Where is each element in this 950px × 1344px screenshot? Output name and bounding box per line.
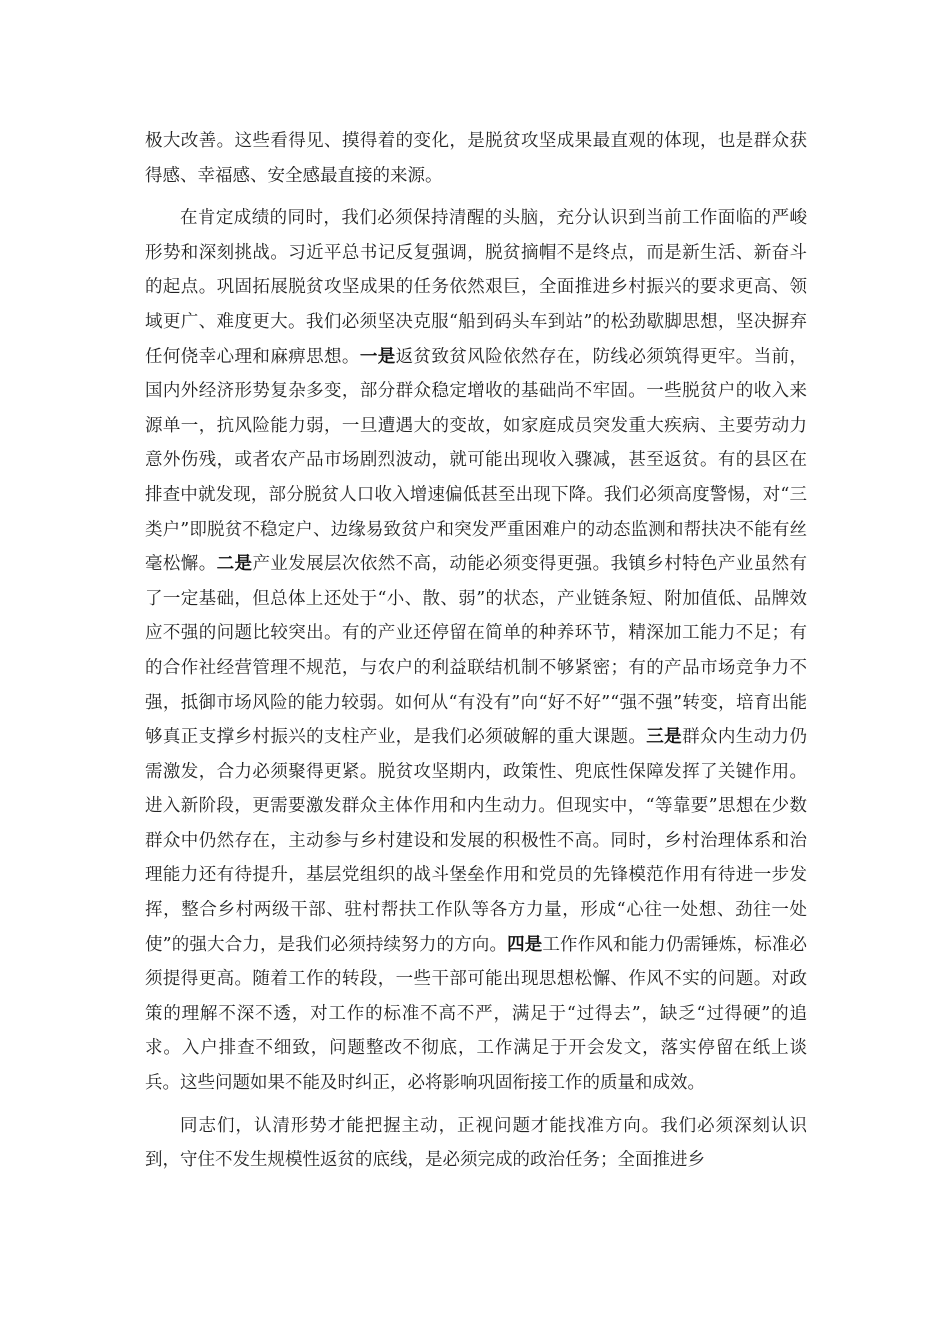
point-two-marker: 二是 bbox=[216, 554, 253, 575]
paragraph-achievements-ending bbox=[145, 124, 807, 193]
paragraph-text: 在肯定成绩的同时，我们必须保持清醒的头脑，充分认识到当前工作面临的严峻形势和深刻挑战。习近平总书记反复强调，脱贫摘帽不是终点，而是新生活、新奋斗的起点。巩固拓展脱贫攻坚成果的任务依然艰巨，全面推进乡村振兴的要求更高、领域更广、难度更大。我们必须坚决克服“船到码头车到站”的松劲歇脚思想，坚决摒弃任何侥幸心理和麻痹思想。 bbox=[145, 208, 807, 367]
document-body bbox=[145, 124, 807, 1186]
point-three-marker: 三是 bbox=[646, 727, 683, 748]
paragraph-conclusion-start bbox=[145, 1109, 807, 1178]
point-four-marker: 四是 bbox=[507, 934, 543, 955]
paragraph-text: 同志们，认清形势才能把握主动，正视问题才能找准方向。我们必须深刻认识到，守住不发生规模性返贫的底线，是必须完成的政治任务；全面推进乡 bbox=[145, 1115, 807, 1171]
paragraph-text: 群众内生动力仍需激发，合力必须聚得更紧。脱贫攻坚期内，政策性、兜底性保障发挥了关键作用。进入新阶段，更需要激发群众主体作用和内生动力。但现实中，“等靠要”思想在少数群众中仍然存在，主动参与乡村建设和发展的积极性不高。同时，乡村治理体系和治理能力还有待提升，基层党组织的战斗堡垒作用和党员的先锋模范作用有待进一步发挥，整合乡村两级干部、驻村帮扶工作队等各方力量，形成“心往一处想、劲往一处使”的强大合力，是我们必须持续努力的方向。 bbox=[145, 727, 808, 955]
paragraph-challenges bbox=[145, 201, 807, 1100]
paragraph-text: 极大改善。这些看得见、摸得着的变化，是脱贫攻坚成果最直观的体现，也是群众获得感、幸福感、安全感最直接的来源。 bbox=[145, 131, 807, 186]
paragraph-text: 返贫致贫风险依然存在，防线必须筑得更牢。当前，国内外经济形势复杂多变，部分群众稳定增收的基础尚不牢固。一些脱贫户的收入来源单一，抗风险能力弱，一旦遭遇大的变故，如家庭成员突发重大疾病、主要劳动力意外伤残，或者农产品市场剧烈波动，就可能出现收入骤减，甚至返贫。有的县区在排查中就发现，部分脱贫人口收入增速偏低甚至出现下降。我们必须高度警惕，对“三类户”即脱贫不稳定户、边缘易致贫户和突发严重困难户的动态监测和帮扶决不能有丝毫松懈。 bbox=[145, 346, 808, 575]
point-one-marker: 一是 bbox=[359, 346, 396, 367]
paragraph-text: 工作作风和能力仍需锤炼，标准必须提得更高。随着工作的转段，一些干部可能出现思想松懈、作风不实的问题。对政策的理解不深不透，对工作的标准不高不严，满足于“过得去”，缺乏“过得硬”的追求。入户排查不细致，问题整改不彻底，工作满足于开会发文，落实停留在纸上谈兵。这些问题如果不能及时纠正，必将影响巩固衔接工作的质量和成效。 bbox=[145, 934, 808, 1094]
paragraph-text: 产业发展层次依然不高，动能必须变得更强。我镇乡村特色产业虽然有了一定基础，但总体上还处于“小、散、弱”的状态，产业链条短、附加值低、品牌效应不强的问题比较突出。有的产业还停留在简单的种养环节，精深加工能力不足；有的合作社经营管理不规范，与农户的利益联结机制不够紧密；有的产品市场竞争力不强，抵御市场风险的能力较弱。如何从“有没有”向“好不好”“强不强”转变，培育出能够真正支撑乡村振兴的支柱产业，是我们必须破解的重大课题。 bbox=[145, 554, 808, 748]
